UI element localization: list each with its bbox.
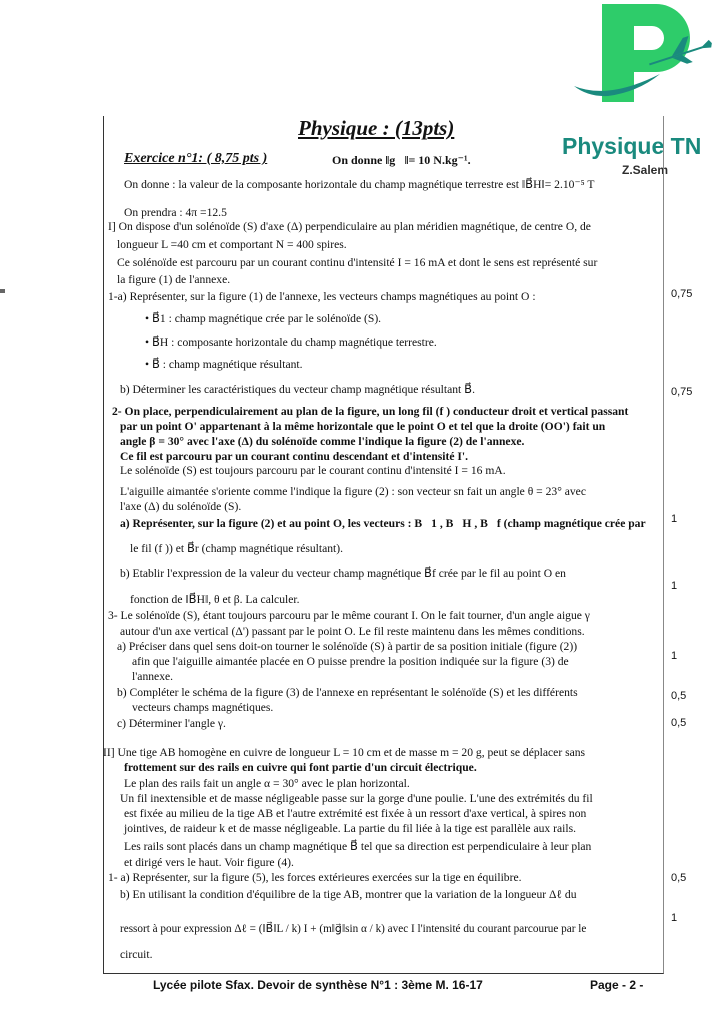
brand-logo [568,2,718,112]
score-q3c: 0,5 [671,717,687,729]
q2-line3: angle β = 30° avec l'axe (Δ) du solénoïde comme l'indique la figure (2) de l'annexe. [120,435,525,448]
footer-school: Lycée pilote Sfax. Devoir de synthèse N°1 : 3ème M. 16-17 [153,978,483,992]
scan-mark [0,289,5,293]
given-gravity: On donne ‖g⃗‖= 10 N.kg⁻¹. [332,153,471,167]
q2-line5: Le solénoïde (S) est toujours parcouru par le courant continu d'intensité I = 16 mA. [120,464,506,477]
exercise-title: Exercice n°1: ( 8,75 pts ) [124,151,268,166]
p2q1a: 1- a) Représenter, sur la figure (5), les forces extérieures exercées sur la tige en équilibre. [108,871,522,884]
part2-rails: Le plan des rails fait un angle α = 30° avec le plan horizontal. [124,777,410,790]
part2-line2: frottement sur des rails en cuivre qui font partie d'un circuit électrique. [124,761,477,774]
score-q2b: 1 [671,580,678,592]
q2a: a) Représenter, sur la figure (2) et au point O, les vecteurs : B⃗1 , B⃗H , B⃗f (champ magnétique crée par [120,517,646,530]
q1a: 1-a) Représenter, sur la figure (1) de l'annexe, les vecteurs champs magnétiques au point O : [108,290,536,303]
take-value: On prendra : 4π =12.5 [124,206,227,219]
q3a-cont: afin que l'aiguille aimantée placée en O puisse prendre la position indiquée sur la figure (3) de [132,655,569,668]
q3c: c) Déterminer l'angle γ. [117,717,226,730]
part2-wire2: est fixée au milieu de la tige AB et l'autre extrémité est fixée à un ressort d'axe vertical, à spires non [124,807,587,820]
page-title: Physique : (13pts) [298,116,455,140]
brand-name: Physique TN [562,133,702,159]
part1-figure: la figure (1) de l'annexe. [117,273,231,286]
q3b: b) Compléter le schéma de la figure (3) de l'annexe en représentant le solénoïde (S) et les différents [117,686,578,699]
q3a: a) Préciser dans quel sens doit-on tourner le solénoïde (S) à partir de sa position initiale (figure (2)) [117,640,578,653]
p2q1b-end: circuit. [120,948,153,961]
score-q3a: 1 [671,650,678,662]
q2-line4: Ce fil est parcouru par un courant continu descendant et d'intensité I'. [120,450,469,463]
p2q1b: b) En utilisant la condition d'équilibre de la tige AB, montrer que la variation de la longueur Δℓ du [120,888,577,901]
author-name: Z.Salem [622,163,669,177]
score-q2a: 1 [671,513,678,525]
part1-current: Ce solénoïde est parcouru par un courant continu d'intensité I = 16 mA et dont le sens est représenté sur [117,256,598,269]
q3-line2: autour d'un axe vertical (Δ') passant par le point O. Le fil reste maintenu dans les mêmes conditions. [120,625,585,638]
given-field: On donne : la valeur de la composante horizontale du champ magnétique terrestre est ‖B⃗H‖= 2.10⁻⁵ T [124,178,595,191]
q1a-bh: • B⃗H : composante horizontale du champ magnétique terrestre. [145,336,437,349]
q3a-end: l'annexe. [132,670,174,683]
part2-figure: et dirigé vers le haut. Voir figure (4). [124,856,294,869]
q2b: b) Etablir l'expression de la valeur du vecteur champ magnétique B⃗f crée par le fil au point O en [120,567,566,580]
part2-wire: Un fil inextensible et de masse négligeable passe sur la gorge d'une poulie. L'une des extrémités du fil [120,792,593,805]
p2q1b-formula: ressort à pour expression Δℓ = (‖B⃗‖L / k) I + (m‖g⃗‖sin α / k) avec I l'intensité du courant parcourue par le [120,923,587,935]
q2a-cont: le fil (f )) et B⃗r (champ magnétique résultant). [130,542,344,555]
part2-intro: II] Une tige AB homogène en cuivre de longueur L = 10 cm et de masse m = 20 g, peut se déplacer sans [103,746,586,759]
footer-page: Page - 2 - [590,978,644,992]
q2b-cont: fonction de ‖B⃗H‖, θ et β. La calculer. [130,593,300,606]
score-q1a: 0,75 [671,288,693,300]
part2-spring: jointives, de raideur k et de masse négligeable. La partie du fil liée à la tige est parallèle aux rails. [124,822,576,835]
score-p2q1b: 1 [671,912,678,924]
q3b-cont: vecteurs champs magnétiques. [132,701,274,714]
q1a-b1: • B⃗1 : champ magnétique crée par le solénoïde (S). [145,312,382,325]
score-q1b: 0,75 [671,386,693,398]
part2-field: Les rails sont placés dans un champ magnétique B⃗ tel que sa direction est perpendiculaire à leur plan [124,840,592,853]
q1b: b) Déterminer les caractéristiques du vecteur champ magnétique résultant B⃗. [120,383,475,396]
score-q3b: 0,5 [671,690,687,702]
part1-intro: I] On dispose d'un solénoïde (S) d'axe (Δ) perpendiculaire au plan méridien magnétique, de centre O, de [108,220,591,233]
q2-line2: par un point O' appartenant à la même horizontale que le point O et tel que la droite (OO') fait un [120,420,606,433]
part1-length: longueur L =40 cm et comportant N = 400 spires. [117,238,347,251]
q2-needle: L'aiguille aimantée s'oriente comme l'indique la figure (2) : son vecteur sn fait un angle θ = 23° avec [120,485,586,498]
q2-intro: 2- On place, perpendiculairement au plan de la figure, un long fil (f ) conducteur droit et vertical passant [112,405,629,418]
q2-axis: l'axe (Δ) du solénoïde (S). [120,500,242,513]
q3-intro: 3- Le solénoïde (S), étant toujours parcouru par le même courant I. On le fait tourner, d'un angle aigue γ [108,609,590,622]
score-p2q1a: 0,5 [671,872,687,884]
q1a-b: • B⃗ : champ magnétique résultant. [145,358,303,371]
